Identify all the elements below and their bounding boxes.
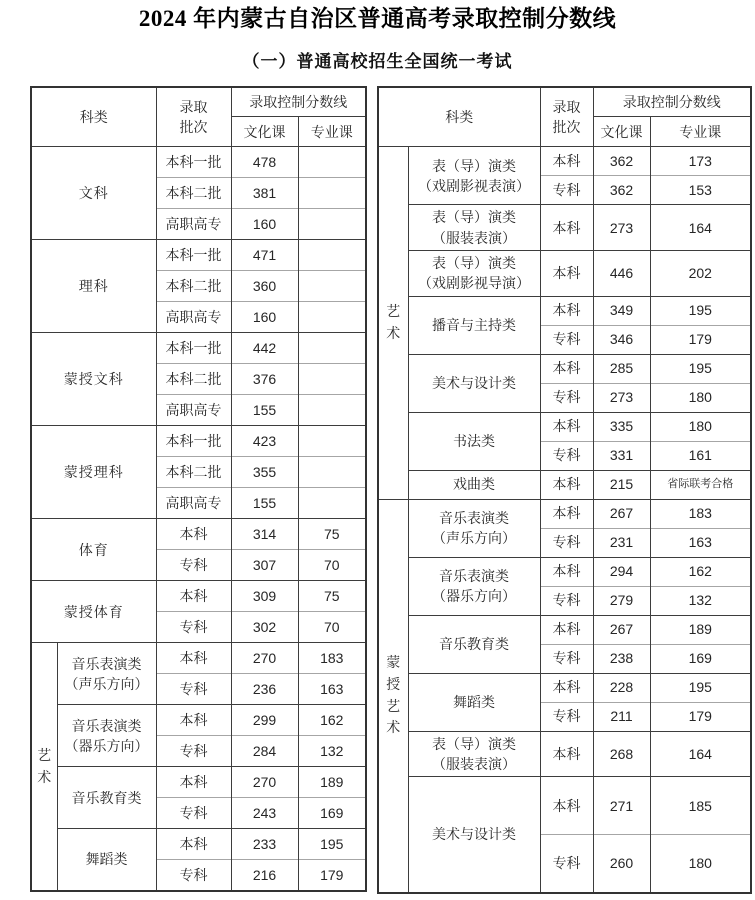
batch-cell: 本科 bbox=[540, 615, 593, 644]
batch-cell: 本科 bbox=[540, 412, 593, 441]
culture-score-cell: 279 bbox=[593, 586, 650, 615]
culture-score-cell: 349 bbox=[593, 296, 650, 325]
major-score-cell bbox=[298, 488, 366, 519]
culture-score-cell: 243 bbox=[231, 798, 298, 829]
major-score-cell: 179 bbox=[650, 325, 751, 354]
category-cell: 体育 bbox=[31, 519, 156, 581]
batch-cell: 本科一批 bbox=[156, 333, 231, 364]
major-score-cell: 169 bbox=[298, 798, 366, 829]
category-cell: 蒙 授 艺 术 bbox=[378, 499, 408, 893]
batch-cell: 专科 bbox=[540, 586, 593, 615]
major-score-cell: 189 bbox=[650, 615, 751, 644]
culture-score-cell: 355 bbox=[231, 457, 298, 488]
subcategory-cell: 音乐表演类 （声乐方向） bbox=[408, 499, 540, 557]
category-cell: 蒙授文科 bbox=[31, 333, 156, 426]
batch-cell: 本科一批 bbox=[156, 240, 231, 271]
culture-score-cell: 270 bbox=[231, 643, 298, 674]
table-row bbox=[378, 470, 751, 499]
major-score-cell: 163 bbox=[298, 674, 366, 705]
subcategory-cell: 戏曲类 bbox=[408, 470, 540, 499]
major-score-cell bbox=[298, 178, 366, 209]
culture-score-cell: 273 bbox=[593, 205, 650, 251]
culture-score-cell: 160 bbox=[231, 209, 298, 240]
major-score-cell: 75 bbox=[298, 519, 366, 550]
batch-cell: 专科 bbox=[156, 550, 231, 581]
subcategory-cell: 音乐表演类 （器乐方向） bbox=[57, 705, 156, 767]
table-row bbox=[378, 147, 751, 176]
subcategory-cell: 书法类 bbox=[408, 412, 540, 470]
major-score-cell: 153 bbox=[650, 176, 751, 205]
table-row bbox=[31, 147, 366, 178]
batch-cell: 专科 bbox=[540, 325, 593, 354]
batch-cell: 本科一批 bbox=[156, 147, 231, 178]
category-cell: 蒙授体育 bbox=[31, 581, 156, 643]
category-cell: 理科 bbox=[31, 240, 156, 333]
col-header-category: 科类 bbox=[31, 87, 156, 147]
batch-cell: 本科 bbox=[540, 354, 593, 383]
batch-cell: 专科 bbox=[540, 644, 593, 673]
table-row bbox=[31, 829, 366, 860]
culture-score-cell: 376 bbox=[231, 364, 298, 395]
batch-cell: 高职高专 bbox=[156, 395, 231, 426]
major-score-cell: 164 bbox=[650, 731, 751, 777]
culture-score-cell: 215 bbox=[593, 470, 650, 499]
batch-cell: 本科 bbox=[540, 673, 593, 702]
batch-cell: 本科 bbox=[156, 581, 231, 612]
culture-score-cell: 260 bbox=[593, 835, 650, 893]
subcategory-cell: 表（导）演类 （服装表演） bbox=[408, 205, 540, 251]
major-score-cell: 省际联考合格 bbox=[650, 470, 751, 499]
col-header-major: 专业课 bbox=[298, 117, 366, 147]
category-cell: 艺 术 bbox=[31, 643, 57, 891]
batch-cell: 专科 bbox=[156, 860, 231, 891]
table-row bbox=[31, 426, 366, 457]
major-score-cell: 195 bbox=[650, 673, 751, 702]
major-score-cell bbox=[298, 271, 366, 302]
page-title: 2024 年内蒙古自治区普通高考录取控制分数线 bbox=[138, 6, 617, 31]
subcategory-cell: 舞蹈类 bbox=[408, 673, 540, 731]
major-score-cell: 195 bbox=[650, 296, 751, 325]
batch-cell: 本科 bbox=[156, 767, 231, 798]
culture-score-cell: 270 bbox=[231, 767, 298, 798]
batch-cell: 本科 bbox=[540, 499, 593, 528]
culture-score-cell: 314 bbox=[231, 519, 298, 550]
culture-score-cell: 471 bbox=[231, 240, 298, 271]
subcategory-cell: 音乐表演类 （器乐方向） bbox=[408, 557, 540, 615]
subcategory-cell: 舞蹈类 bbox=[57, 829, 156, 891]
culture-score-cell: 231 bbox=[593, 528, 650, 557]
subcategory-cell: 表（导）演类 （戏剧影视表演） bbox=[408, 147, 540, 205]
table-row bbox=[31, 643, 366, 674]
score-table-right bbox=[377, 86, 752, 894]
major-score-cell: 189 bbox=[298, 767, 366, 798]
table-row bbox=[378, 777, 751, 835]
culture-score-cell: 273 bbox=[593, 383, 650, 412]
batch-cell: 本科二批 bbox=[156, 364, 231, 395]
table-row bbox=[378, 296, 751, 325]
major-score-cell bbox=[298, 209, 366, 240]
culture-score-cell: 238 bbox=[593, 644, 650, 673]
culture-score-cell: 362 bbox=[593, 147, 650, 176]
batch-cell: 专科 bbox=[156, 736, 231, 767]
table-row bbox=[378, 731, 751, 777]
major-score-cell bbox=[298, 302, 366, 333]
subcategory-cell: 表（导）演类 （服装表演） bbox=[408, 731, 540, 777]
subcategory-cell: 美术与设计类 bbox=[408, 777, 540, 893]
culture-score-cell: 307 bbox=[231, 550, 298, 581]
major-score-cell: 195 bbox=[298, 829, 366, 860]
culture-score-cell: 155 bbox=[231, 488, 298, 519]
col-header-scoreline: 录取控制分数线 bbox=[593, 87, 751, 117]
header-row bbox=[31, 87, 366, 117]
batch-cell: 本科二批 bbox=[156, 271, 231, 302]
major-score-cell: 185 bbox=[650, 777, 751, 835]
major-score-cell: 179 bbox=[298, 860, 366, 891]
batch-cell: 本科 bbox=[540, 147, 593, 176]
major-score-cell: 180 bbox=[650, 835, 751, 893]
major-score-cell: 161 bbox=[650, 441, 751, 470]
culture-score-cell: 423 bbox=[231, 426, 298, 457]
batch-cell: 专科 bbox=[540, 702, 593, 731]
batch-cell: 专科 bbox=[540, 176, 593, 205]
table-row bbox=[31, 767, 366, 798]
batch-cell: 本科 bbox=[540, 731, 593, 777]
culture-score-cell: 362 bbox=[593, 176, 650, 205]
culture-score-cell: 268 bbox=[593, 731, 650, 777]
major-score-cell bbox=[298, 395, 366, 426]
major-score-cell bbox=[298, 426, 366, 457]
major-score-cell: 183 bbox=[298, 643, 366, 674]
batch-cell: 专科 bbox=[540, 528, 593, 557]
col-header-scoreline: 录取控制分数线 bbox=[231, 87, 366, 117]
major-score-cell: 173 bbox=[650, 147, 751, 176]
major-score-cell: 169 bbox=[650, 644, 751, 673]
major-score-cell: 202 bbox=[650, 250, 751, 296]
major-score-cell bbox=[298, 333, 366, 364]
culture-score-cell: 478 bbox=[231, 147, 298, 178]
culture-score-cell: 442 bbox=[231, 333, 298, 364]
subcategory-cell: 音乐教育类 bbox=[408, 615, 540, 673]
batch-cell: 专科 bbox=[540, 835, 593, 893]
culture-score-cell: 299 bbox=[231, 705, 298, 736]
batch-cell: 高职高专 bbox=[156, 488, 231, 519]
batch-cell: 本科 bbox=[156, 705, 231, 736]
culture-score-cell: 294 bbox=[593, 557, 650, 586]
table-row bbox=[378, 557, 751, 586]
subcategory-cell: 播音与主持类 bbox=[408, 296, 540, 354]
subcategory-cell: 音乐教育类 bbox=[57, 767, 156, 829]
culture-score-cell: 267 bbox=[593, 615, 650, 644]
batch-cell: 专科 bbox=[540, 383, 593, 412]
batch-cell: 高职高专 bbox=[156, 302, 231, 333]
batch-cell: 本科 bbox=[156, 643, 231, 674]
batch-cell: 高职高专 bbox=[156, 209, 231, 240]
major-score-cell: 132 bbox=[298, 736, 366, 767]
culture-score-cell: 155 bbox=[231, 395, 298, 426]
batch-cell: 本科 bbox=[540, 296, 593, 325]
major-score-cell: 75 bbox=[298, 581, 366, 612]
major-score-cell: 180 bbox=[650, 412, 751, 441]
batch-cell: 本科 bbox=[540, 777, 593, 835]
col-header-culture: 文化课 bbox=[593, 117, 650, 147]
col-header-major: 专业课 bbox=[650, 117, 751, 147]
batch-cell: 本科一批 bbox=[156, 426, 231, 457]
batch-cell: 本科 bbox=[540, 470, 593, 499]
culture-score-cell: 271 bbox=[593, 777, 650, 835]
table-row bbox=[378, 412, 751, 441]
col-header-batch: 录取 批次 bbox=[540, 87, 593, 147]
major-score-cell: 162 bbox=[298, 705, 366, 736]
col-header-culture: 文化课 bbox=[231, 117, 298, 147]
culture-score-cell: 309 bbox=[231, 581, 298, 612]
culture-score-cell: 216 bbox=[231, 860, 298, 891]
subcategory-cell: 音乐表演类 （声乐方向） bbox=[57, 643, 156, 705]
major-score-cell: 180 bbox=[650, 383, 751, 412]
major-score-cell: 179 bbox=[650, 702, 751, 731]
major-score-cell: 164 bbox=[650, 205, 751, 251]
subcategory-cell: 美术与设计类 bbox=[408, 354, 540, 412]
culture-score-cell: 302 bbox=[231, 612, 298, 643]
batch-cell: 本科 bbox=[540, 250, 593, 296]
culture-score-cell: 236 bbox=[231, 674, 298, 705]
table-row bbox=[378, 673, 751, 702]
table-row bbox=[31, 519, 366, 550]
culture-score-cell: 267 bbox=[593, 499, 650, 528]
subcategory-cell: 表（导）演类 （戏剧影视导演） bbox=[408, 250, 540, 296]
culture-score-cell: 228 bbox=[593, 673, 650, 702]
col-header-batch: 录取 批次 bbox=[156, 87, 231, 147]
major-score-cell: 70 bbox=[298, 550, 366, 581]
culture-score-cell: 360 bbox=[231, 271, 298, 302]
table-row bbox=[378, 205, 751, 251]
table-row bbox=[31, 333, 366, 364]
header-row bbox=[378, 87, 751, 117]
major-score-cell: 162 bbox=[650, 557, 751, 586]
category-cell: 蒙授理科 bbox=[31, 426, 156, 519]
culture-score-cell: 381 bbox=[231, 178, 298, 209]
table-row bbox=[378, 615, 751, 644]
batch-cell: 专科 bbox=[156, 674, 231, 705]
culture-score-cell: 211 bbox=[593, 702, 650, 731]
table-row bbox=[378, 354, 751, 383]
table-row bbox=[378, 250, 751, 296]
batch-cell: 专科 bbox=[156, 612, 231, 643]
batch-cell: 本科二批 bbox=[156, 457, 231, 488]
culture-score-cell: 160 bbox=[231, 302, 298, 333]
major-score-cell: 70 bbox=[298, 612, 366, 643]
page-subtitle: （一）普通高校招生全国统一考试 bbox=[242, 51, 513, 71]
score-table-left bbox=[30, 86, 367, 892]
col-header-category: 科类 bbox=[378, 87, 540, 147]
culture-score-cell: 331 bbox=[593, 441, 650, 470]
culture-score-cell: 284 bbox=[231, 736, 298, 767]
culture-score-cell: 233 bbox=[231, 829, 298, 860]
major-score-cell: 183 bbox=[650, 499, 751, 528]
table-row bbox=[378, 499, 751, 528]
major-score-cell bbox=[298, 147, 366, 178]
major-score-cell: 132 bbox=[650, 586, 751, 615]
table-row bbox=[31, 705, 366, 736]
batch-cell: 专科 bbox=[156, 798, 231, 829]
table-row bbox=[31, 581, 366, 612]
major-score-cell bbox=[298, 457, 366, 488]
culture-score-cell: 285 bbox=[593, 354, 650, 383]
batch-cell: 专科 bbox=[540, 441, 593, 470]
major-score-cell bbox=[298, 240, 366, 271]
batch-cell: 本科 bbox=[540, 205, 593, 251]
culture-score-cell: 346 bbox=[593, 325, 650, 354]
batch-cell: 本科 bbox=[540, 557, 593, 586]
batch-cell: 本科二批 bbox=[156, 178, 231, 209]
major-score-cell: 163 bbox=[650, 528, 751, 557]
major-score-cell: 195 bbox=[650, 354, 751, 383]
culture-score-cell: 335 bbox=[593, 412, 650, 441]
batch-cell: 本科 bbox=[156, 829, 231, 860]
category-cell: 文科 bbox=[31, 147, 156, 240]
batch-cell: 本科 bbox=[156, 519, 231, 550]
category-cell: 艺 术 bbox=[378, 147, 408, 499]
culture-score-cell: 446 bbox=[593, 250, 650, 296]
major-score-cell bbox=[298, 364, 366, 395]
tables-container bbox=[30, 86, 748, 894]
table-row bbox=[31, 240, 366, 271]
